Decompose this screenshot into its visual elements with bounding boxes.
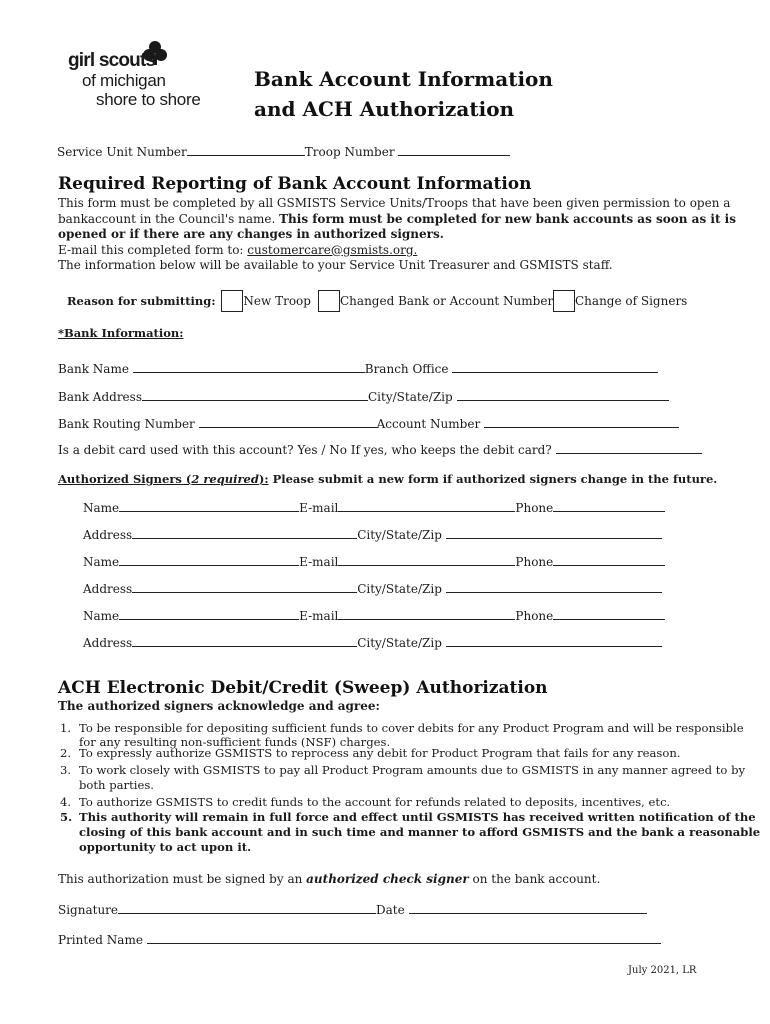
signer-2-address-label: Address: [83, 582, 133, 596]
logo-line-2: of michigan: [82, 71, 166, 90]
bank-city-label: City/State/Zip: [367, 390, 453, 404]
new-troop-label: New Troop: [243, 294, 311, 308]
ach-item-5: 5. This authority will remain in full force and effect until GSMISTS has received written notification of the closing of this bank account and in such time and manner to afford GSMISTS and the bank a reasonable opportunity to act upon it.: [60, 810, 761, 854]
signers-heading: [58, 472, 717, 486]
debit-card-question: Is a debit card used with this account? Yes / No If yes, who keeps the debit card?: [58, 443, 552, 457]
service-unit-field[interactable]: [187, 143, 305, 156]
signer-1-address-label: Address: [83, 528, 133, 542]
signer-1-phone-label: Phone: [515, 501, 554, 515]
reason-opt3: [553, 290, 687, 316]
ach-item-4: 4. To authorize GSMISTS to credit funds to the account for refunds related to deposits, incentives, etc.: [60, 795, 671, 809]
logo-line-3: shore to shore: [96, 90, 201, 109]
date-label: Date: [376, 903, 405, 917]
bank-info-heading: *Bank Information:: [58, 326, 184, 340]
bank-city-field[interactable]: [457, 388, 669, 401]
signer-2-phone-field[interactable]: [553, 553, 665, 566]
printed-name-label: Printed Name: [58, 933, 143, 947]
account-label: Account Number: [376, 417, 481, 431]
bank-address-field[interactable]: [142, 388, 368, 401]
signer-2-email-label: E-mail: [299, 555, 339, 569]
ach-item-3: 3. To work closely with GSMISTS to pay all Product Program amounts due to GSMISTS in any manner agreed to by both parties.: [60, 763, 746, 792]
signer-3-city-label: City/State/Zip: [357, 636, 442, 650]
signer-3-address-label: Address: [83, 636, 133, 650]
signer-3-email-field[interactable]: [338, 607, 515, 620]
page-title-line-1: Bank Account Information: [254, 67, 553, 91]
signature-label: Signature: [58, 903, 119, 917]
signers-heading-note: Please submit a new form if authorized signers change in the future.: [268, 472, 718, 486]
changed-bank-label: Changed Bank or Account Number: [340, 294, 554, 308]
required-text-line-2: [58, 212, 736, 228]
signer-3-address-field[interactable]: [132, 634, 357, 647]
signer-3-phone-label: Phone: [515, 609, 554, 623]
routing-field[interactable]: [199, 415, 377, 428]
signer-1-address-field[interactable]: [132, 526, 357, 539]
changed-bank-checkbox[interactable]: [318, 290, 340, 312]
branch-office-label: Branch Office: [364, 362, 449, 376]
signer-3-name-row: [83, 607, 665, 623]
signer-3-name-label: Name: [83, 609, 120, 623]
signer-1-name-field[interactable]: [119, 499, 299, 512]
troop-number-field[interactable]: [398, 143, 510, 156]
signer-3-name-field[interactable]: [119, 607, 299, 620]
signature-row: [58, 901, 647, 917]
bank-address-label: Bank Address: [58, 390, 142, 404]
ach-subheading: The authorized signers acknowledge and agree:: [58, 699, 380, 713]
account-field[interactable]: [484, 415, 679, 428]
signers-required-count: 2 required: [191, 472, 259, 486]
signature-field[interactable]: [118, 901, 376, 914]
signer-3-email-label: E-mail: [299, 609, 339, 623]
routing-row: [58, 415, 679, 431]
reason-row: [67, 290, 311, 316]
printed-name-row: [58, 931, 661, 947]
signer-1-address-row: [83, 526, 662, 542]
debit-card-row: [58, 441, 702, 457]
date-field[interactable]: [409, 901, 647, 914]
ach-heading: ACH Electronic Debit/Credit (Sweep) Authorization: [58, 678, 548, 698]
printed-name-field[interactable]: [147, 931, 661, 944]
page-title-line-2: and ACH Authorization: [254, 97, 515, 121]
signer-1-city-field[interactable]: [446, 526, 662, 539]
required-reporting-heading: Required Reporting of Bank Account Information: [58, 174, 532, 194]
signer-1-name-label: Name: [83, 501, 120, 515]
ach-item-1: 1. To be responsible for depositing sufficient funds to cover debits for any Product Program and will be responsible for any resulting non-sufficient funds (NSF) charges.: [60, 721, 744, 749]
logo-line-1: girl scouts: [68, 50, 156, 71]
change-signers-label: Change of Signers: [575, 294, 688, 308]
logo: [62, 40, 212, 112]
required-reporting-text: [58, 196, 736, 274]
signer-2-name-row: [83, 553, 665, 569]
signer-1-phone-field[interactable]: [553, 499, 665, 512]
service-unit-row: [57, 143, 510, 159]
email-link[interactable]: customercare@gsmists.org.: [247, 242, 418, 257]
required-text-2a: bankaccount in the Council's name.: [58, 211, 280, 226]
signer-2-phone-label: Phone: [515, 555, 554, 569]
ach-list: [57, 721, 761, 855]
bank-address-row: [58, 388, 669, 404]
signer-2-city-label: City/State/Zip: [357, 582, 442, 596]
signer-3-address-row: [83, 634, 662, 650]
required-text-3: opened or if there are any changes in authorized signers.: [58, 227, 444, 241]
service-unit-label: Service Unit Number: [57, 145, 187, 159]
signer-1-city-label: City/State/Zip: [357, 528, 442, 542]
required-text-line-4: [58, 243, 736, 259]
new-troop-checkbox[interactable]: [221, 290, 243, 312]
signer-1-email-label: E-mail: [299, 501, 339, 515]
signer-1-email-field[interactable]: [338, 499, 515, 512]
email-instruction: E-mail this completed form to:: [58, 242, 248, 257]
bank-name-row: [58, 360, 658, 376]
signer-2-name-label: Name: [83, 555, 120, 569]
signer-2-name-field[interactable]: [119, 553, 299, 566]
troop-number-label: Troop Number: [304, 145, 395, 159]
signers-heading-a: Authorized Signers (2 required):: [58, 472, 269, 486]
authorized-check-signer: authorized check signer: [306, 872, 469, 886]
reason-label: Reason for submitting:: [67, 294, 216, 308]
bank-name-label: Bank Name: [58, 362, 129, 376]
required-text-2b: This form must be completed for new bank accounts as soon as it is: [279, 211, 736, 226]
branch-office-field[interactable]: [452, 360, 658, 373]
signer-3-city-field[interactable]: [446, 634, 662, 647]
debit-card-field[interactable]: [556, 441, 702, 454]
change-signers-checkbox[interactable]: [553, 290, 575, 312]
signer-2-city-field[interactable]: [446, 580, 662, 593]
ach-item-2: 2. To expressly authorize GSMISTS to reprocess any debit for Product Program that fails for any reason.: [60, 746, 681, 760]
routing-label: Bank Routing Number: [58, 417, 195, 431]
signer-3-phone-field[interactable]: [553, 607, 665, 620]
reason-opt2: [318, 290, 553, 316]
signer-1-name-row: [83, 499, 665, 515]
footer-date: July 2021, LR: [628, 965, 697, 976]
signer-2-address-field[interactable]: [132, 580, 357, 593]
signer-2-email-field[interactable]: [338, 553, 515, 566]
bank-name-field[interactable]: [133, 360, 365, 373]
required-text-line-1: This form must be completed by all GSMISTS Service Units/Troops that have been given permission to open a: [58, 196, 731, 210]
signer-2-address-row: [83, 580, 662, 596]
sign-instruction: This authorization must be signed by an authorized check signer on the bank account.: [58, 872, 601, 886]
required-text-line-5: The information below will be available to your Service Unit Treasurer and GSMISTS staff.: [58, 258, 613, 272]
required-text-line-3: [58, 227, 736, 243]
